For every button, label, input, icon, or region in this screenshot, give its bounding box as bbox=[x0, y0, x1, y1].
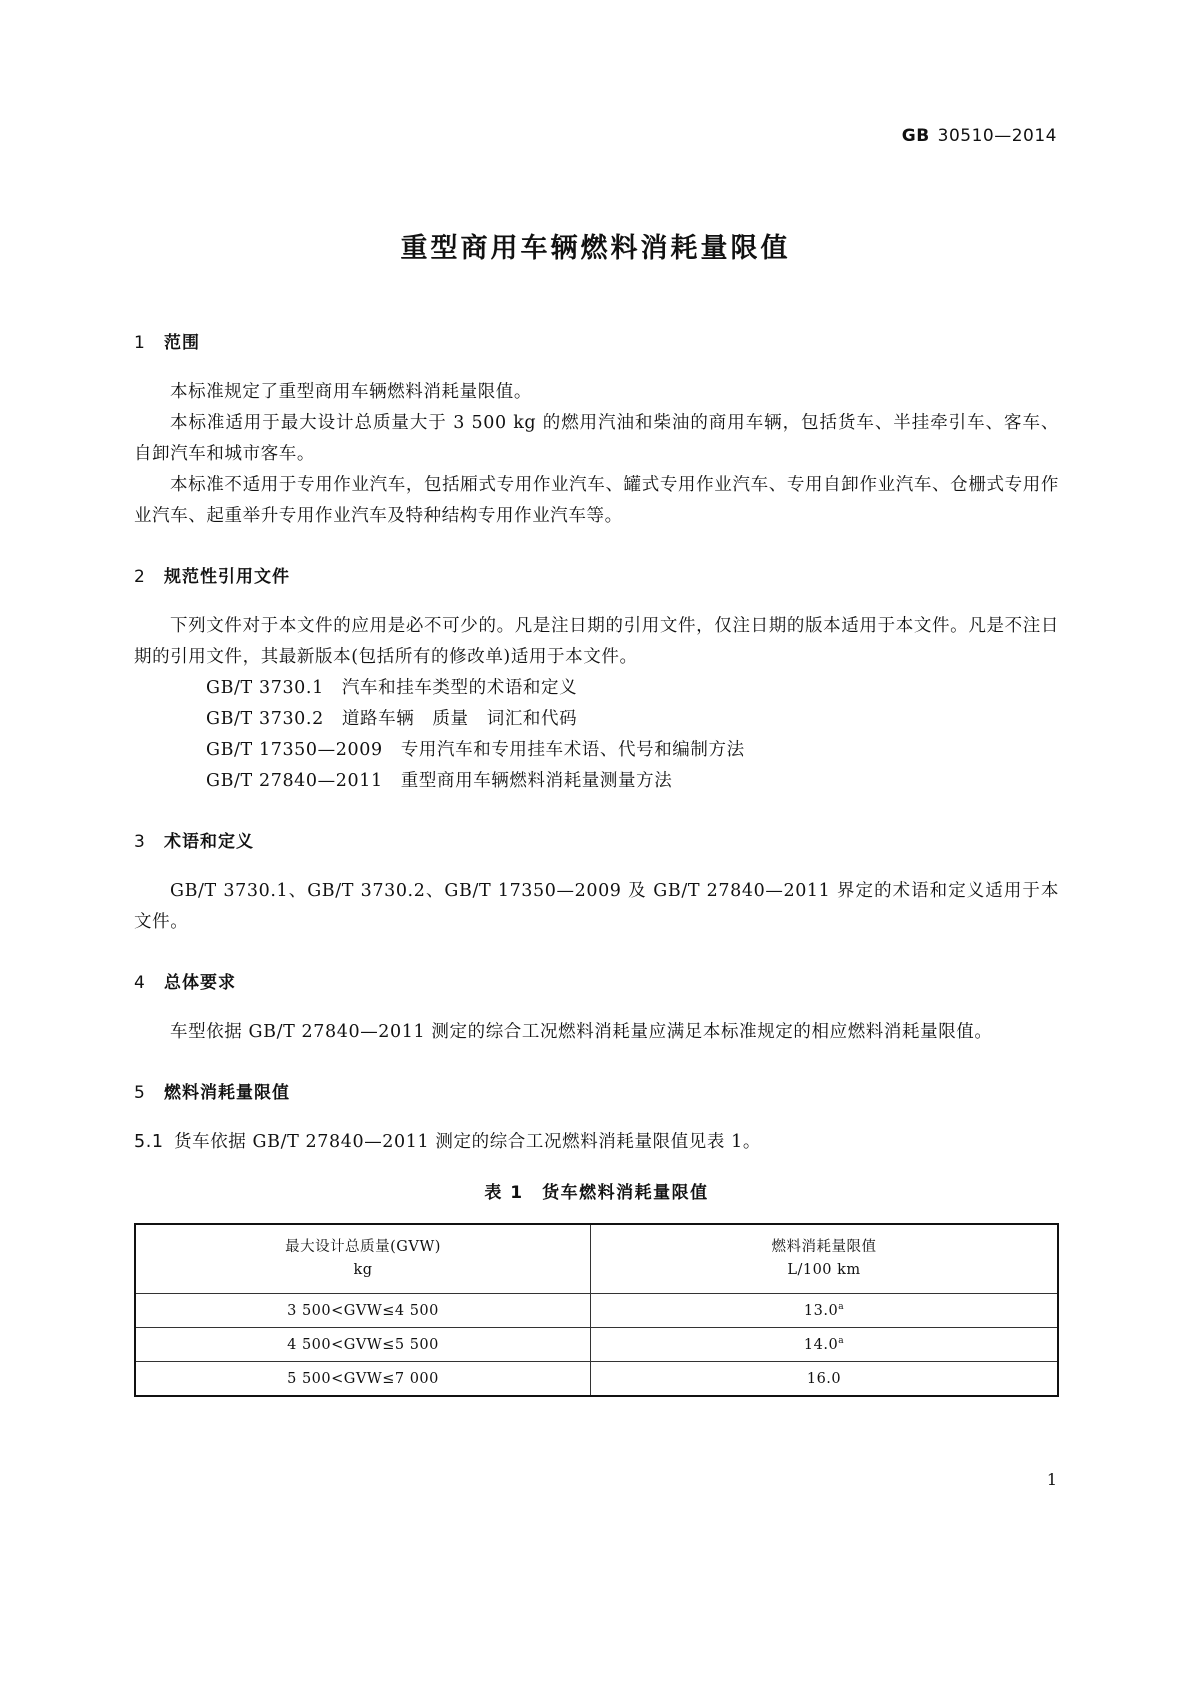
table-row bbox=[135, 1362, 1058, 1397]
section-heading-2: 2 规范性引用文件 bbox=[134, 567, 290, 587]
section-heading-3: 3 术语和定义 bbox=[134, 832, 254, 852]
clause-5-1: 5.1 货车依据 GB/T 27840—2011 测定的综合工况燃料消耗量限值见表 1。 bbox=[134, 1132, 761, 1152]
standard-number-header bbox=[902, 126, 1057, 146]
document-body bbox=[134, 328, 1059, 1397]
footnote-marker: a bbox=[838, 1302, 845, 1313]
table-row bbox=[135, 1294, 1058, 1328]
table-cell: 5 500<GVW≤7 000 bbox=[135, 1362, 591, 1397]
footnote-marker: a bbox=[838, 1336, 845, 1347]
reference-item: GB/T 3730.1 汽车和挂车类型的术语和定义 bbox=[206, 678, 578, 698]
table-cell: 3 500<GVW≤4 500 bbox=[135, 1294, 591, 1328]
paragraph: GB/T 3730.1、GB/T 3730.2、GB/T 17350—2009 及 GB/T 27840—2011 界定的术语和定义适用于本文件。 bbox=[134, 881, 1059, 932]
paragraph: 车型依据 GB/T 27840—2011 测定的综合工况燃料消耗量应满足本标准规定的相应燃料消耗量限值。 bbox=[170, 1022, 993, 1042]
std-number: 30510—2014 bbox=[937, 126, 1057, 146]
section-heading-1: 1 范围 bbox=[134, 333, 200, 353]
section-heading-4: 4 总体要求 bbox=[134, 973, 236, 993]
section-heading-5: 5 燃料消耗量限值 bbox=[134, 1083, 290, 1103]
table-header-cell: 最大设计总质量(GVW) kg bbox=[135, 1224, 591, 1294]
fuel-limit-table bbox=[134, 1223, 1059, 1397]
reference-item: GB/T 27840—2011 重型商用车辆燃料消耗量测量方法 bbox=[206, 771, 673, 791]
table-cell: 4 500<GVW≤5 500 bbox=[135, 1328, 591, 1362]
paragraph: 本标准适用于最大设计总质量大于 3 500 kg 的燃用汽油和柴油的商用车辆，包括货车、半挂牵引车、客车、自卸汽车和城市客车。 bbox=[134, 413, 1059, 464]
paragraph: 下列文件对于本文件的应用是必不可少的。凡是注日期的引用文件，仅注日期的版本适用于本文件。凡是不注日期的引用文件，其最新版本(包括所有的修改单)适用于本文件。 bbox=[134, 616, 1059, 667]
table-cell: 13.0$^a$ bbox=[591, 1294, 1059, 1328]
document-title: 重型商用车辆燃料消耗量限值 bbox=[400, 233, 791, 264]
table-caption: 表 1 货车燃料消耗量限值 bbox=[484, 1183, 709, 1203]
paragraph: 本标准规定了重型商用车辆燃料消耗量限值。 bbox=[170, 382, 532, 402]
page-number: 1 bbox=[1046, 1470, 1057, 1489]
paragraph: 本标准不适用于专用作业汽车，包括厢式专用作业汽车、罐式专用作业汽车、专用自卸作业汽车、仓栅式专用作业汽车、起重举升专用作业汽车及特种结构专用作业汽车等。 bbox=[134, 475, 1059, 526]
reference-item: GB/T 3730.2 道路车辆 质量 词汇和代码 bbox=[206, 709, 578, 729]
table-header-cell: 燃料消耗量限值 L/100 km bbox=[591, 1224, 1059, 1294]
std-prefix: GB bbox=[901, 126, 930, 146]
table-cell: 16.0 bbox=[591, 1362, 1059, 1397]
table-cell: 14.0$^a$ bbox=[591, 1328, 1059, 1362]
reference-item: GB/T 17350—2009 专用汽车和专用挂车术语、代号和编制方法 bbox=[206, 740, 745, 760]
table-header-row bbox=[135, 1224, 1058, 1294]
table-row bbox=[135, 1328, 1058, 1362]
